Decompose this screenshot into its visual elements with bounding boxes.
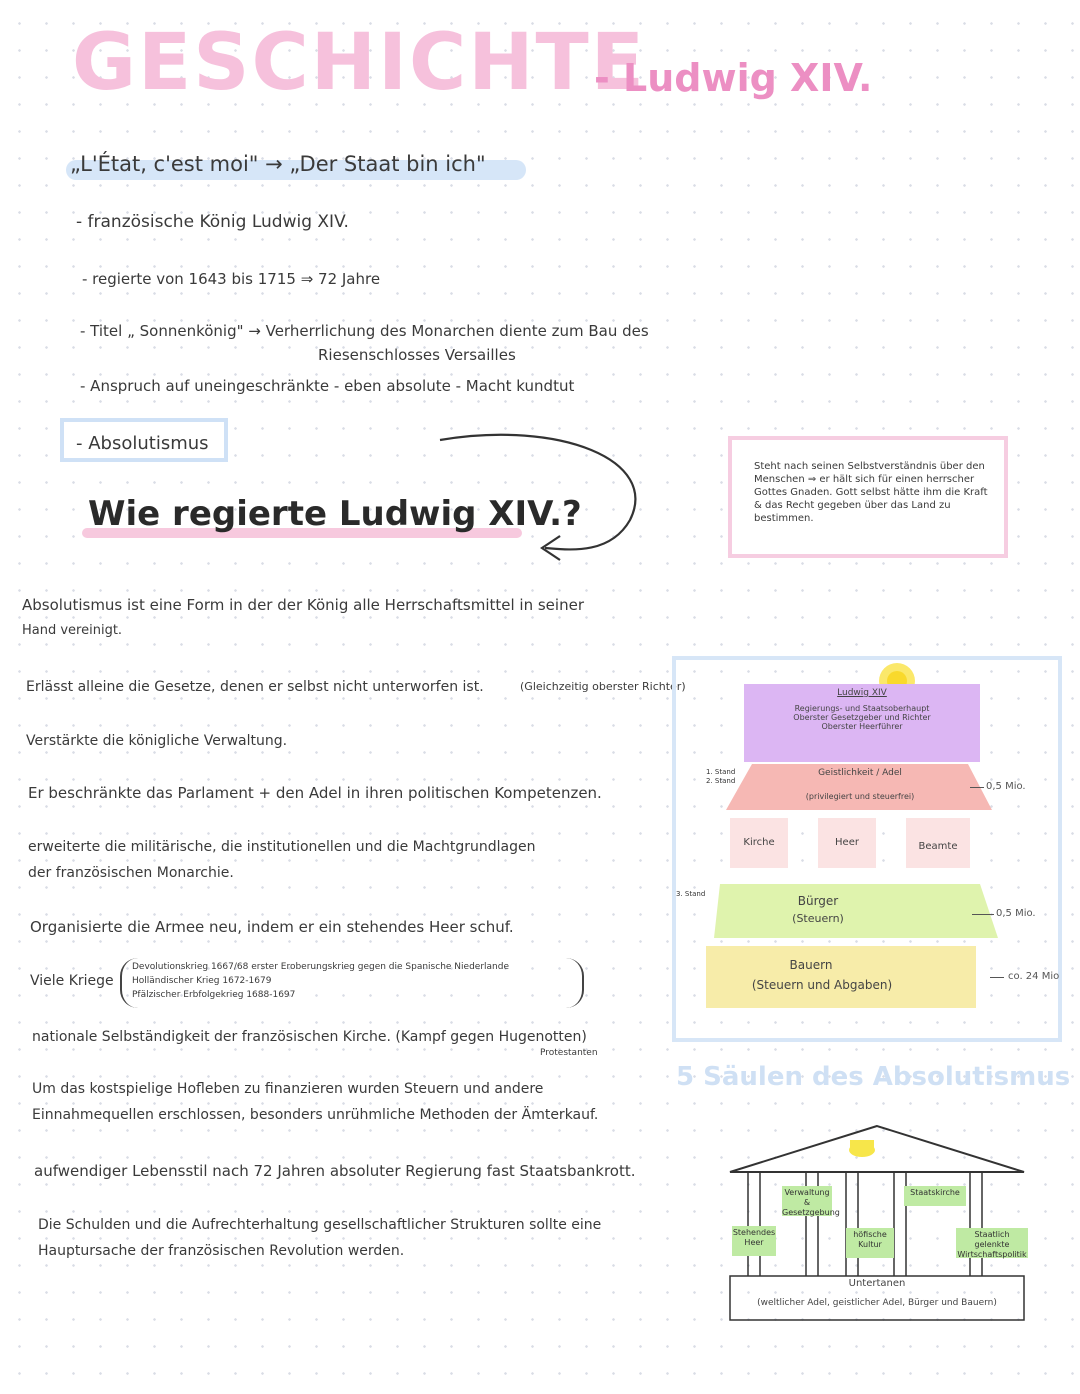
para-church-note: Protestanten	[540, 1048, 598, 1058]
tick-line	[970, 787, 984, 788]
note-box: Steht nach seinen Selbstverständnis über den Menschen ⇒ er hält sich für einen herrscher Gottes Gnaden. Gott selbst hätte ihm die Kraft & das Recht gegeben über das Land zu bestimmen.	[728, 436, 1008, 558]
nobility-label: Geistlichkeit / Adel	[818, 768, 902, 778]
king-title: Ludwig XIV	[837, 688, 887, 698]
bullet-reign: - regierte von 1643 bis 1715 ⇒ 72 Jahre	[82, 270, 381, 288]
saeule-wirtschaft: Staatlich gelenkte Wirtschaftspolitik	[957, 1230, 1027, 1259]
para-revolution: Die Schulden und die Aufrechterhaltung gesellschaftlicher Strukturen sollte eine	[38, 1217, 602, 1233]
page-title: GESCHICHTE	[72, 18, 647, 108]
peasants-level	[706, 946, 976, 1008]
page-subtitle: - Ludwig XIV.	[594, 56, 873, 100]
pillar-army: Heer	[818, 818, 876, 868]
burger-note: (Steuern)	[792, 912, 844, 925]
wars-label: Viele Kriege	[30, 973, 114, 989]
nobility-count: 0,5 Mio.	[986, 781, 1026, 792]
saeulen-title: 5 Säulen des Absolutismus	[676, 1062, 1071, 1092]
para-parliament: Er beschränkte das Parlament + den Adel in ihren politischen Kompetenzen.	[28, 784, 602, 802]
para-finance: Um das kostspielige Hofleben zu finanzieren wurden Steuern und andere	[32, 1081, 544, 1097]
para-army: Organisierte die Armee neu, indem er ein stehendes Heer schuf.	[30, 918, 514, 936]
war-item: Holländischer Krieg 1672-1679	[132, 976, 272, 986]
tick-line	[972, 914, 994, 915]
saeule-kultur: höfische Kultur	[846, 1228, 894, 1258]
bullet-title: - Titel „ Sonnenkönig" → Verherrlichung des Monarchen diente zum Bau des	[80, 322, 649, 340]
section-heading: Wie regierte Ludwig XIV.?	[88, 494, 582, 534]
king-desc: Oberster Heerführer	[821, 722, 903, 731]
base-note: (weltlicher Adel, geistlicher Adel, Bürger und Bauern)	[757, 1298, 997, 1308]
peasants-count: co. 24 Mio	[1008, 971, 1060, 982]
bullet-title-cont: Riesenschlosses Versailles	[318, 346, 516, 364]
quote-text: „L'État, c'est moi" → „Der Staat bin ich"	[70, 152, 486, 176]
war-item: Devolutionskrieg 1667/68 erster Eroberungskrieg gegen die Spanische Niederlande	[132, 962, 509, 972]
bullet-king: - französische König Ludwig XIV.	[76, 212, 349, 232]
pillar-church: Kirche	[730, 818, 788, 868]
para-administration: Verstärkte die königliche Verwaltung.	[26, 733, 288, 749]
stand3-label: 3. Stand	[676, 890, 706, 898]
para-church: nationale Selbständigkeit der französischen Kirche. (Kampf gegen Hugenotten)	[32, 1029, 587, 1045]
para-laws: Erlässt alleine die Gesetze, denen er selbst nicht unterworfen ist.	[26, 679, 484, 695]
war-item: Pfälzischer Erbfolgekrieg 1688-1697	[132, 990, 296, 1000]
pillar-officials: Beamte	[906, 818, 970, 868]
para-laws-note: (Gleichzeitig oberster Richter)	[520, 680, 686, 693]
para-revolution-cont: Hauptursache der französischen Revolution werden.	[38, 1243, 405, 1259]
para-bankruptcy: aufwendiger Lebensstil nach 72 Jahren absoluter Regierung fast Staatsbankrott.	[34, 1162, 636, 1180]
nobility-note: (privilegiert und steuerfrei)	[805, 792, 915, 801]
para-definition: Absolutismus ist eine Form in der der König alle Herrschaftsmittel in seiner	[22, 596, 584, 614]
para-military: erweiterte die militärische, die institutionellen und die Machtgrundlagen	[28, 839, 536, 855]
para-finance-cont: Einnahmequellen erschlossen, besonders unrühmliche Methoden der Ämterkauf.	[32, 1107, 599, 1123]
bullet-claim: - Anspruch auf uneingeschränkte - eben absolute - Macht kundtut	[80, 377, 575, 395]
pyramid-king	[744, 684, 980, 762]
king-desc: Oberster Gesetzgeber und Richter	[793, 713, 931, 722]
burger-count: 0,5 Mio.	[996, 908, 1036, 919]
saeule-heer: Stehendes Heer	[732, 1226, 776, 1256]
absolutismus-box: - Absolutismus	[60, 418, 228, 462]
para-definition-cont: Hand vereinigt.	[22, 623, 123, 638]
king-desc: Regierungs- und Staatsoberhaupt	[794, 704, 930, 713]
tick-line	[990, 977, 1004, 978]
stand-labels: 1. Stand 2. Stand	[706, 768, 736, 785]
saeule-kirche: Staatskirche	[904, 1186, 966, 1206]
base-label: Untertanen	[848, 1278, 906, 1289]
para-military-cont: der französischen Monarchie.	[28, 865, 234, 881]
peasants-label: Bauern	[789, 958, 833, 972]
saeule-verwaltung: Verwaltung & Gesetzgebung	[782, 1188, 840, 1217]
burger-label: Bürger	[797, 894, 839, 908]
peasants-note: (Steuern und Abgaben)	[751, 978, 893, 992]
